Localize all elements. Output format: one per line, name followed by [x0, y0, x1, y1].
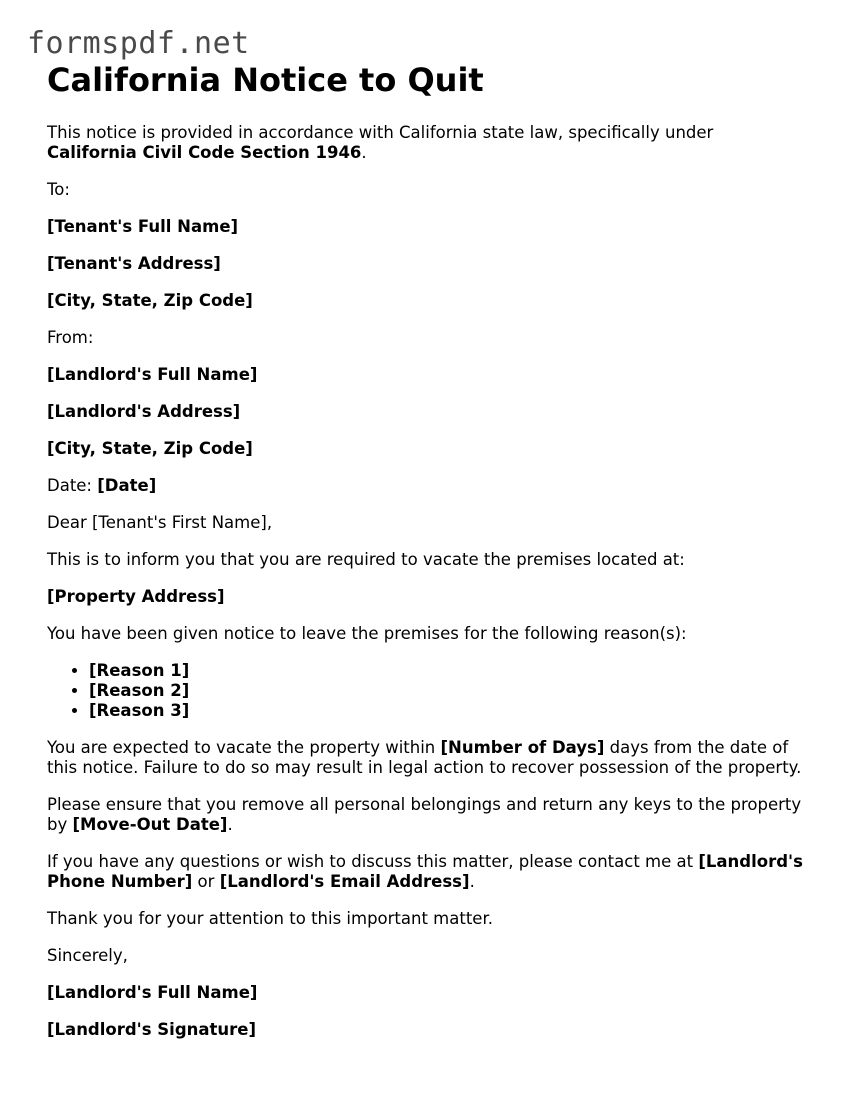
landlord-phone: [Landlord's Phone Number] [47, 852, 803, 891]
landlord-city: [City, State, Zip Code] [47, 439, 253, 458]
reasons-intro: You have been given notice to leave the premises for the following reason(s): [47, 624, 687, 643]
tenant-name: [Tenant's Full Name] [47, 217, 239, 236]
contact-paragraph: If you have any questions or wish to discuss this matter, please contact me at [Landlord's Phone Number] or [Landlord's Email Address]. [47, 852, 803, 891]
notice-document [47, 58, 817, 1040]
intro-text: This notice is provided in accordance with California state law, specifically under [47, 123, 714, 142]
landlord-email: [Landlord's Email Address] [219, 872, 470, 891]
expected-paragraph: You are expected to vacate the property within [Number of Days] days from the date of this notice. Failure to do so may result in legal action to recover possession of the property. [47, 738, 802, 777]
number-of-days: [Number of Days] [440, 738, 605, 757]
reason-item: • [Reason 2] [89, 681, 817, 701]
signature-name: [Landlord's Full Name] [47, 983, 258, 1002]
page-title: California Notice to Quit [47, 61, 484, 99]
reason-item: • [Reason 1] [89, 661, 817, 681]
date-label: Date: [47, 476, 92, 495]
law-reference: California Civil Code Section 1946 [47, 143, 362, 162]
thanks-text: Thank you for your attention to this important matter. [47, 909, 493, 928]
belongings-paragraph: Please ensure that you remove all personal belongings and return any keys to the property by [Move-Out Date]. [47, 795, 802, 834]
reason-item: • [Reason 3] [89, 701, 817, 721]
landlord-name: [Landlord's Full Name] [47, 365, 258, 384]
date-line [47, 476, 817, 496]
watermark: formspdf.net [27, 26, 250, 61]
tenant-city: [City, State, Zip Code] [47, 291, 253, 310]
greeting: Dear [Tenant's First Name], [47, 513, 273, 532]
from-label: From: [47, 328, 94, 347]
intro-paragraph: This notice is provided in accordance with California state law, specifically under California Civil Code Section 1946. [47, 123, 714, 162]
tenant-address: [Tenant's Address] [47, 254, 221, 273]
closing: Sincerely, [47, 946, 128, 965]
move-out-date: [Move-Out Date] [72, 815, 228, 834]
reasons-list [47, 661, 817, 721]
signature-line: [Landlord's Signature] [47, 1020, 257, 1039]
landlord-address: [Landlord's Address] [47, 402, 241, 421]
date-value: [Date] [97, 476, 157, 495]
vacate-text: This is to inform you that you are required to vacate the premises located at: [47, 550, 685, 569]
to-label: To: [47, 180, 70, 199]
property-address: [Property Address] [47, 587, 225, 606]
